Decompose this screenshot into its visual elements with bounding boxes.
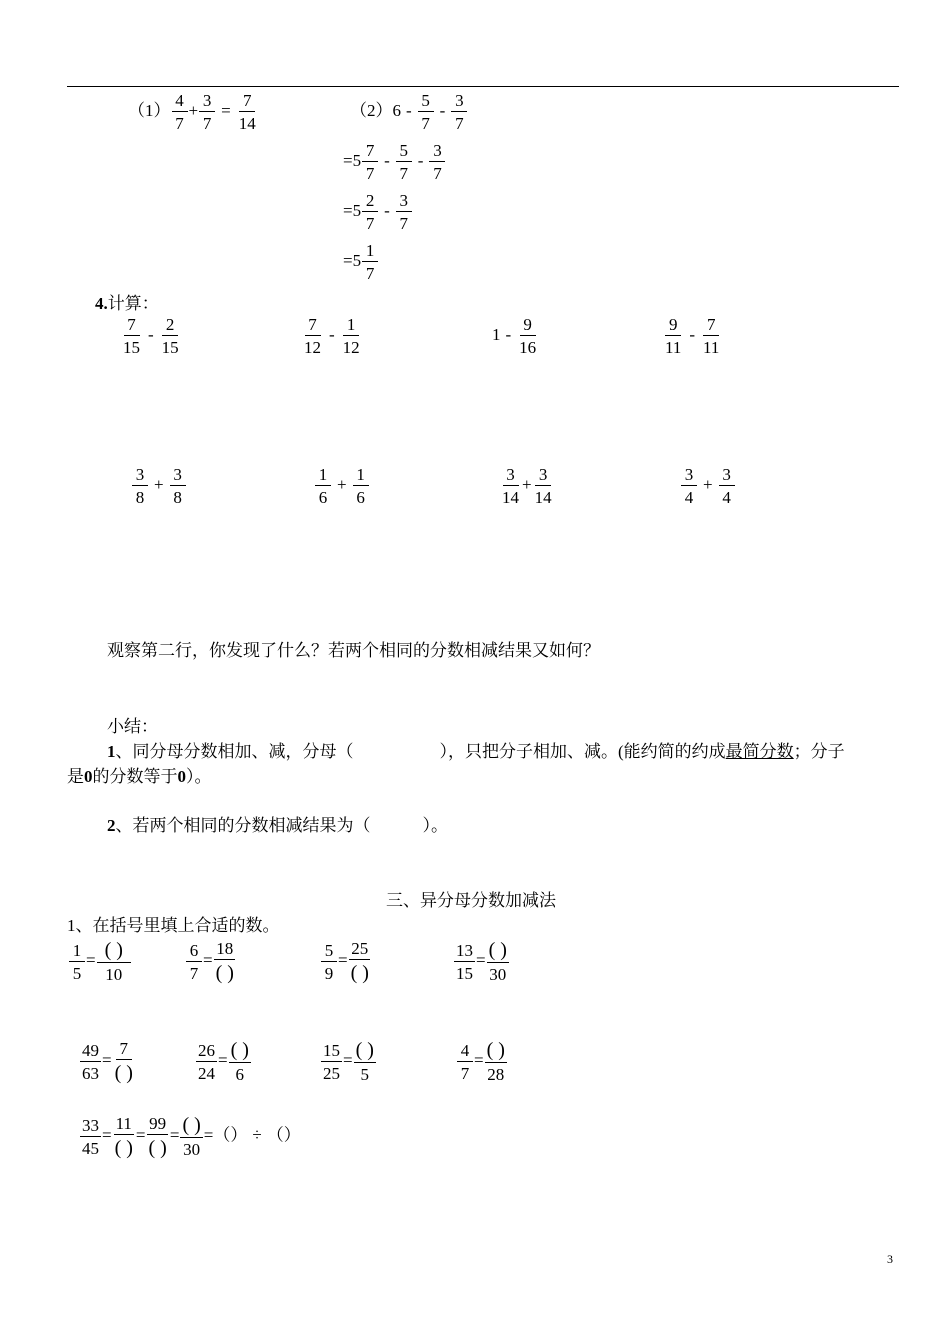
equiv-r1-4: $\frac{13}{15}$ = $\frac{( )}{30}$ (456, 939, 507, 984)
fraction-blank[interactable]: $\frac{11}{( )}$ (114, 1114, 133, 1159)
fraction: $\frac{1}{5}$ (69, 942, 85, 982)
fraction: $\frac{3}{7}$ (429, 142, 445, 182)
fraction-blank[interactable]: $\frac{25}{( )}$ (350, 939, 369, 984)
fraction: $\frac{9}{11}$ (665, 315, 682, 357)
equiv-r1-1: $\frac{1}{5}$ = $\frac{( )}{10}$ (68, 940, 132, 983)
calc-r2-4: $\frac{3}{4}$ + $\frac{3}{4}$ (680, 466, 736, 506)
fraction: $\frac{33}{45}$ (82, 1115, 99, 1158)
fraction-blank[interactable]: $\frac{( )}{30}$ (488, 939, 507, 984)
example-1: （1） $\frac{4}{7}$ + $\frac{3}{7}$ = $\frac{7}{14}$ (128, 91, 256, 133)
fraction: $\frac{1}{6}$ (353, 466, 369, 506)
equiv-r2-1: $\frac{49}{63}$ = $\frac{7}{( )}$ (82, 1039, 133, 1084)
fraction: $\frac{5}{9}$ (321, 942, 337, 982)
equiv-r1-3: $\frac{5}{9}$ = $\frac{25}{( )}$ (320, 940, 372, 983)
fraction: $\frac{9}{16}$ (519, 315, 537, 357)
fraction: $\frac{1}{6}$ (315, 466, 331, 506)
fraction: $\frac{3}{7}$ (199, 92, 215, 132)
fraction: $\frac{15}{25}$ (323, 1040, 340, 1083)
calc-r1-3: 1 - $\frac{9}{16}$ (492, 315, 537, 357)
blank-paren[interactable]: （） (213, 1125, 248, 1145)
fraction: $\frac{7}{12}$ (304, 315, 321, 357)
fraction: $\frac{26}{24}$ (198, 1040, 215, 1083)
equiv-r2-3: $\frac{15}{25}$ = $\frac{( )}{5}$ (323, 1039, 374, 1084)
question-1: 1、在括号里填上合适的数。 (67, 916, 280, 935)
calc-r1-1: $\frac{7}{15}$ - $\frac{2}{15}$ (123, 315, 179, 357)
equiv-r1-2: $\frac{6}{7}$ = $\frac{18}{( )}$ (185, 940, 237, 983)
fraction: $\frac{3}{14}$ (534, 465, 552, 507)
fraction-blank[interactable]: $\frac{7}{( )}$ (114, 1039, 133, 1084)
summary-point-2: 2、若两个相同的分数相减结果为（ ）。 (107, 816, 448, 835)
fraction-blank[interactable]: $\frac{( )}{6}$ (230, 1039, 249, 1084)
fraction-blank[interactable]: $\frac{( )}{28}$ (486, 1039, 505, 1084)
fraction: $\frac{5}{7}$ (418, 92, 434, 132)
fraction: $\frac{3}{14}$ (502, 465, 519, 507)
fraction: $\frac{7}{15}$ (123, 315, 140, 357)
equiv-r3-chain: $\frac{33}{45}$ = $\frac{11}{( )}$ = $\frac{99}{( )}$ = $\frac{( )}{30}$ =（） ÷ （） (82, 1114, 301, 1159)
calc-r1-2: $\frac{7}{12}$ - $\frac{1}{12}$ (304, 315, 360, 357)
fraction: $\frac{6}{7}$ (186, 942, 202, 982)
fraction: $\frac{13}{15}$ (456, 940, 473, 983)
fraction: $\frac{1}{7}$ (362, 242, 378, 282)
fraction: $\frac{3}{4}$ (681, 466, 697, 506)
fraction: $\frac{2}{7}$ (362, 192, 378, 232)
fraction: $\frac{7}{14}$ (238, 91, 256, 133)
observe-question: 观察第二行，你发现了什么？若两个相同的分数相减结果又如何？ (107, 641, 600, 660)
fraction: $\frac{3}{8}$ (170, 466, 186, 506)
equiv-r2-2: $\frac{26}{24}$ = $\frac{( )}{6}$ (198, 1039, 249, 1084)
example-2: （2）6 - $\frac{5}{7}$ - $\frac{3}{7}$ (350, 92, 468, 132)
fraction: $\frac{2}{15}$ (161, 315, 179, 357)
fraction: $\frac{3}{7}$ (451, 92, 467, 132)
fraction-blank[interactable]: $\frac{( )}{5}$ (355, 1039, 374, 1084)
fraction: $\frac{4}{7}$ (457, 1042, 473, 1082)
fraction: $\frac{49}{63}$ (82, 1040, 99, 1083)
fraction-blank[interactable]: $\frac{( )}{10}$ (97, 940, 131, 983)
section-4-title: 4.计算： (95, 294, 159, 313)
example-2-step-1: =5 $\frac{7}{7}$ - $\frac{5}{7}$ - $\frac{3}{7}$ (343, 142, 446, 182)
fraction: $\frac{3}{7}$ (396, 192, 412, 232)
example-2-step-3: =5 $\frac{1}{7}$ (343, 242, 379, 282)
calc-r2-1: $\frac{3}{8}$ + $\frac{3}{8}$ (131, 466, 187, 506)
page-number: 3 (887, 1252, 893, 1266)
example-2-step-2: =5 $\frac{2}{7}$ - $\frac{3}{7}$ (343, 192, 413, 232)
divide-sign: ÷ (252, 1125, 262, 1145)
fraction: $\frac{7}{7}$ (362, 142, 378, 182)
fraction: $\frac{1}{12}$ (342, 315, 360, 357)
summary-point-1: 1、同分母分数相加、减，分母（ ），只把分子相加、减。(能约简的约成最简分数；分子 (107, 742, 845, 761)
summary-title: 小结： (107, 717, 158, 736)
calc-r2-2: $\frac{1}{6}$ + $\frac{1}{6}$ (314, 466, 370, 506)
summary-point-1-cont: 是0的分数等于0）。 (67, 767, 212, 786)
fraction: $\frac{3}{8}$ (132, 466, 148, 506)
fraction: $\frac{4}{7}$ (172, 92, 188, 132)
blank-paren[interactable]: （） (266, 1125, 301, 1145)
fraction-blank[interactable]: $\frac{( )}{30}$ (182, 1114, 201, 1159)
fraction-blank[interactable]: $\frac{99}{( )}$ (148, 1114, 167, 1159)
fraction: $\frac{3}{4}$ (719, 466, 735, 506)
equiv-r2-4: $\frac{4}{7}$ = $\frac{( )}{28}$ (456, 1040, 508, 1083)
header-rule (67, 86, 899, 87)
fraction: $\frac{7}{11}$ (703, 315, 720, 357)
fraction-blank[interactable]: $\frac{18}{( )}$ (215, 939, 234, 984)
section-3-title: 三、异分母分数加减法 (386, 891, 556, 910)
fraction: $\frac{5}{7}$ (396, 142, 412, 182)
calc-r2-3: $\frac{3}{14}$ + $\frac{3}{14}$ (502, 465, 552, 507)
calc-r1-4: $\frac{9}{11}$ - $\frac{7}{11}$ (665, 315, 720, 357)
